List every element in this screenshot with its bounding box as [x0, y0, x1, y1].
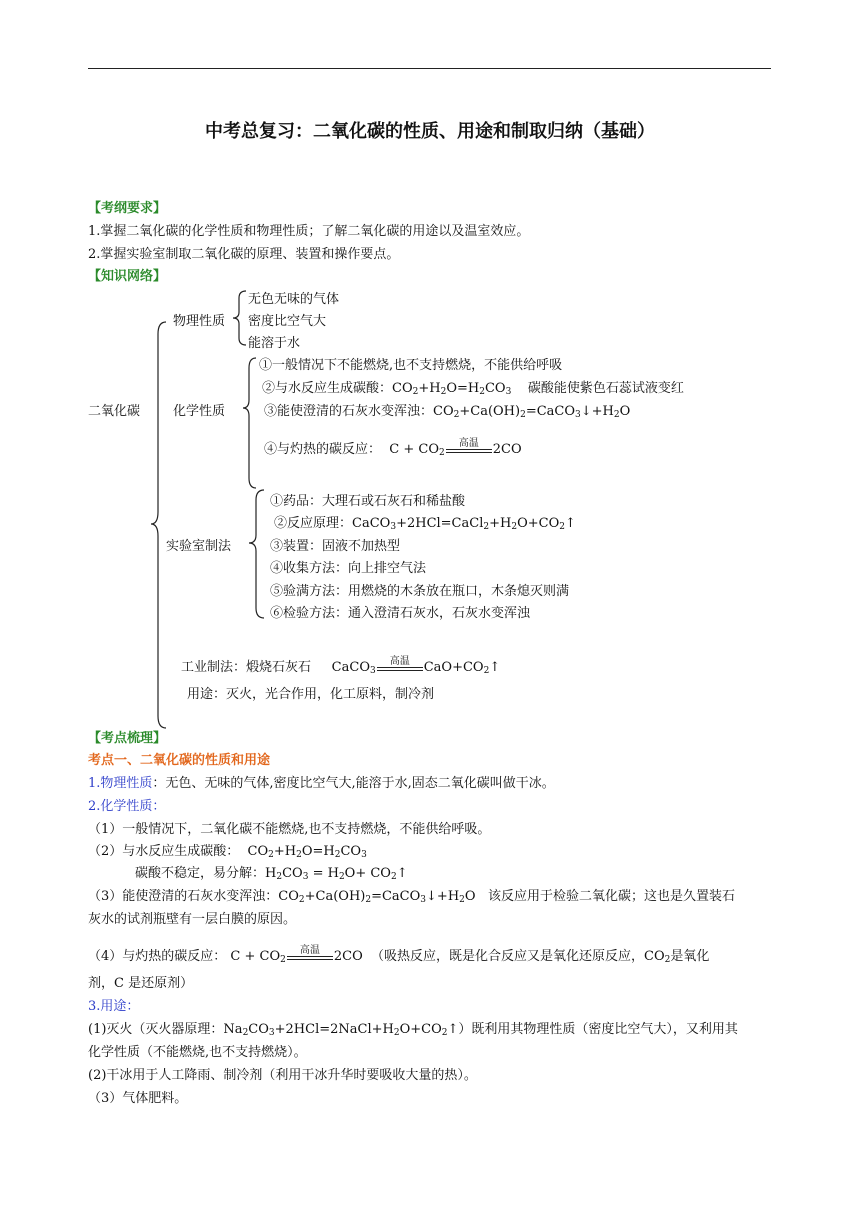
industrial-method: 工业制法：煅烧石灰石 CaCO$_3$ 高温 $CaO+CO_2↑$: [181, 655, 501, 676]
chemical-item-2: ②与水反应生成碳酸：$CO_2+H_2O=H_2CO_3$ 碳酸能使紫色石蕊试液变红: [262, 381, 684, 397]
physical-property-line: 1.物理性质：无色、无味的气体,密度比空气大,能溶于水,固态二氧化碳叫做干冰。: [88, 776, 555, 791]
uses-heading: 3.用途：: [88, 999, 140, 1014]
chemical-item-3: ③能使澄清的石灰水变浑浊：$CO_2+Ca(OH)_2=CaCO_3↓+H_2O$: [264, 404, 631, 420]
use-point-2: (2)干冰用于人工降雨、制冷剂（利用干冰升华时要吸收大量的热）。: [88, 1068, 477, 1083]
use-point-3: （3）气体肥料。: [88, 1091, 188, 1106]
chem-point-3: （3）能使澄清的石灰水变浑浊：$CO_2+Ca(OH)_2=CaCO_3↓+H_2O$ 该反应用于检验二氧化碳；这也是久置装石: [88, 889, 735, 905]
chem-point-2-decompose: 碳酸不稳定，易分解：$H_2CO_3 = H_2O+$ $CO_2↑$: [135, 866, 408, 882]
use-point-1: (1)灭火（灭火器原理：$Na_2CO_3+2HCl=2NaCl+H_2O+CO_2↑$）既利用其物理性质（密度比空气大），又利用其: [88, 1022, 738, 1038]
lab-item-4: ④收集方法：向上排空气法: [270, 561, 427, 576]
chem-point-1: （1）一般情况下，二氧化碳不能燃烧,也不支持燃烧，不能供给呼吸。: [88, 822, 491, 837]
chem-point-3-cont: 灰水的试剂瓶壁有一层白膜的原因。: [88, 912, 297, 927]
network-root-co2: 二氧化碳: [88, 404, 141, 419]
physical-item-3: 能溶于水: [248, 336, 301, 351]
syllabus-item-2: 2.掌握实验室制取二氧化碳的原理、装置和操作要点。: [88, 247, 400, 262]
physical-item-2: 密度比空气大: [248, 314, 327, 329]
high-temp-condition: 高温: [287, 950, 333, 964]
uses-summary: 用途：灭火，光合作用，化工原料，制冷剂: [187, 687, 435, 702]
syllabus-item-1: 1.掌握二氧化碳的化学性质和物理性质；了解二氧化碳的用途以及温室效应。: [88, 224, 530, 239]
page-title: 中考总复习：二氧化碳的性质、用途和制取归纳（基础）: [205, 121, 655, 142]
physical-item-1: 无色无味的气体: [248, 292, 340, 307]
lab-item-5: ⑤验满方法：用燃烧的木条放在瓶口，木条熄灭则满: [270, 584, 570, 599]
use-point-1-cont: 化学性质（不能燃烧,也不支持燃烧）。: [88, 1045, 307, 1060]
chemical-item-4: ④与灼热的碳反应： $C + CO_2$ 高温 2CO: [264, 437, 522, 458]
key-point-1-title: 考点一、二氧化碳的性质和用途: [88, 753, 271, 768]
lab-item-3: ③装置：固液不加热型: [270, 539, 401, 554]
lab-method-label: 实验室制法: [166, 539, 232, 554]
chemical-item-1: ①一般情况下不能燃烧,也不支持燃烧，不能供给呼吸: [259, 358, 563, 373]
chemical-properties-label: 化学性质: [173, 404, 226, 419]
section-heading-key-points: 【考点梳理】: [88, 731, 167, 746]
chem-point-2: （2）与水反应生成碳酸： $CO_2+H_2O=H_2CO_3$: [88, 844, 367, 860]
section-heading-syllabus: 【考纲要求】: [88, 201, 167, 216]
lab-item-1: ①药品：大理石或石灰石和稀盐酸: [270, 494, 466, 509]
high-temp-condition: 高温: [446, 443, 492, 457]
chem-point-4: （4）与灼热的碳反应： $C + CO_2$ 高温 2CO （吸热反应，既是化合反应又是氧化还原反应，$CO_2$是氧化: [88, 944, 710, 965]
lab-item-2: ②反应原理：$CaCO_3+2HCl=CaCl_2+H_2O+CO_2↑$: [274, 516, 576, 532]
chem-point-4-cont: 剂，C 是还原剂）: [88, 976, 194, 991]
physical-properties-label: 物理性质: [173, 314, 226, 329]
lab-item-6: ⑥检验方法：通入澄清石灰水，石灰水变浑浊: [270, 606, 531, 621]
section-heading-knowledge-network: 【知识网络】: [88, 269, 167, 284]
chemical-property-heading: 2.化学性质：: [88, 799, 166, 814]
high-temp-condition: 高温: [377, 661, 423, 675]
